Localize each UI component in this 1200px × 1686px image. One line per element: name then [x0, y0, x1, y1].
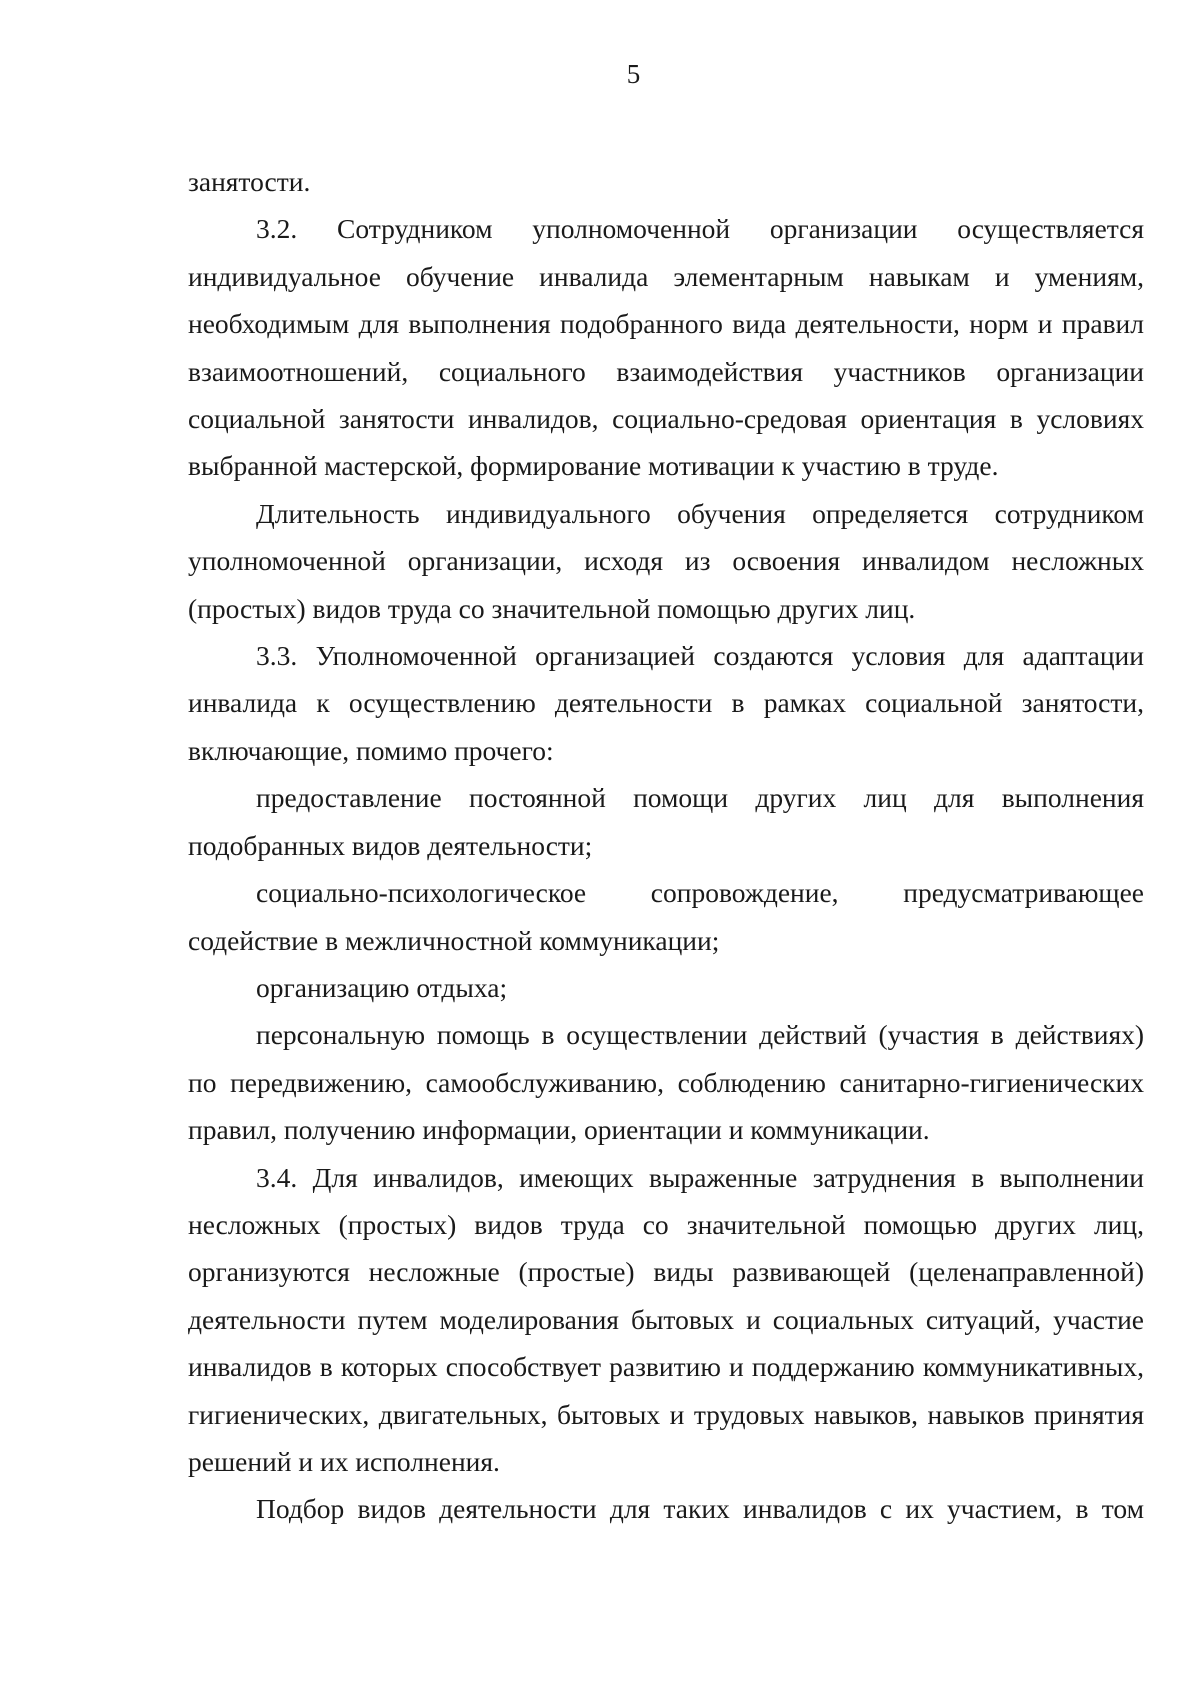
- list-item-constant-help: предоставление постоянной помощи других лиц для выполнения подобранных видов деятельности;: [188, 782, 1144, 861]
- paragraph-continuation: занятости.: [188, 166, 311, 197]
- paragraph-3-4: 3.4. Для инвалидов, имеющих выраженные затруднения в выполнении несложных (простых) видов труда со значительной помощью других лиц, организуются несложные (простые) виды развивающей (целенаправленной) деятельности путем моделирования бытовых и социальных ситуаций, участие инвалидов в которых способствует развитию и поддержанию коммуникативных, гигиенических, двигательных, бытовых и трудовых навыков, навыков принятия решений и их исполнения.: [188, 1161, 1144, 1477]
- page-number: 5: [626, 59, 641, 89]
- paragraph-3-2: 3.2. Сотрудником уполномоченной организации осуществляется индивидуальное обучение инвалида элементарным навыкам и умениям, необходимым для выполнения подобранного вида деятельности, норм и правил взаимоотношений, социального взаимодействия участников организации социальной занятости инвалидов, социально-средовая ориентация в условиях выбранной мастерской, формирование мотивации к участию в труде.: [188, 213, 1144, 482]
- list-item-psychological-support: социально-психологическое сопровождение, предусматривающее содействие в межличностной коммуникации;: [188, 877, 1144, 956]
- paragraph-activity-selection: Подбор видов деятельности для таких инвалидов с их участием, в том: [256, 1493, 1144, 1525]
- list-item-rest: организацию отдыха;: [256, 971, 508, 1003]
- paragraph-training-duration: Длительность индивидуального обучения определяется сотрудником уполномоченной организации, исходя из освоения инвалидом несложных (простых) видов труда со значительной помощью других лиц.: [188, 497, 1144, 624]
- paragraph-3-3: 3.3. Уполномоченной организацией создаются условия для адаптации инвалида к осуществлению деятельности в рамках социальной занятости, включающие, помимо прочего:: [188, 640, 1144, 766]
- document-body: [188, 158, 1144, 1533]
- list-item-personal-help: персональную помощь в осуществлении действий (участия в действиях) по передвижению, самообслуживанию, соблюдению санитарно-гигиенических правил, получению информации, ориентации и коммуникации.: [188, 1019, 1144, 1146]
